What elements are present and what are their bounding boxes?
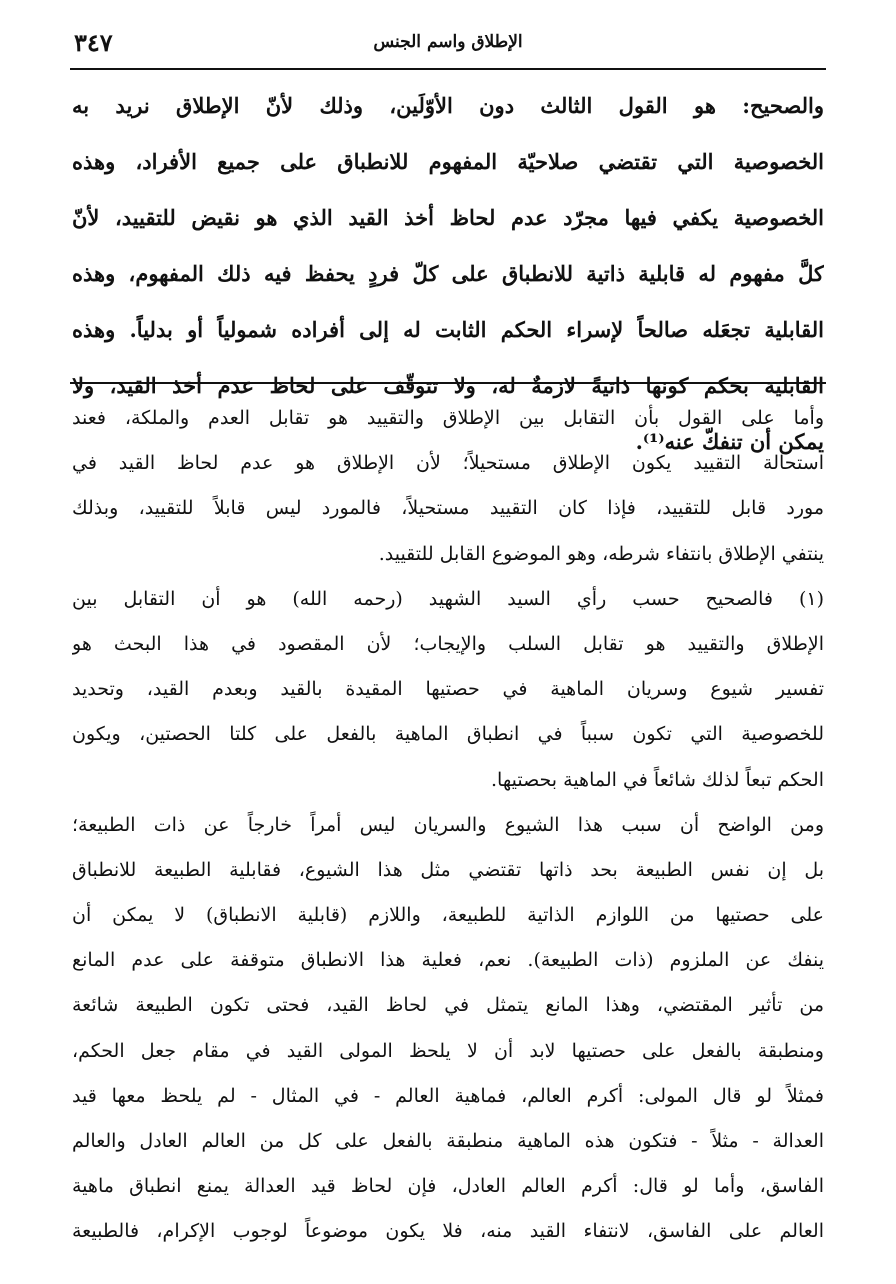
footnote-line: مورد قابل للتقييد، فإذا كان التقييد مستحيلاً، فالمورد ليس قابلاً للتقييد، وبذلك xyxy=(72,497,824,520)
footnote-line: على حصتيها من اللوازم الذاتية للطبيعة، واللازم (قابلية الانطباق) لا يمكن أن xyxy=(72,904,824,927)
main-line: الخصوصية يكفي فيها مجرّد عدم لحاظ أخذ القيد الذي هو نقيض للتقييد، لأنّ xyxy=(72,205,824,230)
footnote-line: الفاسق، وأما لو قال: أكرم العالم العادل، فإن لحاظ قيد العدالة يمنع انطباق ماهية xyxy=(72,1175,824,1198)
running-title: الإطلاق واسم الجنس xyxy=(373,32,523,52)
main-line: القابلية تجعَله صالحاً لإسراء الحكم الثابت له إلى أفراده شمولياً أو بدلياً. وهذه xyxy=(72,317,824,342)
footnote-line: العدالة - مثلاً - فتكون هذه الماهية منطبقة بالفعل على كل من العالم العادل والعالم xyxy=(72,1130,824,1152)
footnote-line: (١) فالصحيح حسب رأي السيد الشهيد (رحمه الله) هو أن التقابل بين xyxy=(72,587,824,610)
footnote-line: ومنطبقة بالفعل على حصتيها لابد أن لا يلحظ المولى القيد في مقام جعل الحكم، xyxy=(72,1039,824,1062)
footnote-separator xyxy=(70,382,826,384)
footnote-line: الحكم تبعاً لذلك شائعاً في الماهية بحصتيها. xyxy=(491,768,824,791)
footnote-line: ومن الواضح أن سبب هذا الشيوع والسريان ليس أمراً خارجاً عن ذات الطبيعة؛ xyxy=(72,813,824,836)
footnote-line: للخصوصية التي تكون سبباً في انطباق الماهية بالفعل على كلتا الحصتين، ويكون xyxy=(72,723,824,746)
footnote-line: الإطلاق والتقييد هو تقابل السلب والإيجاب؛ لأن المقصود في هذا البحث هو xyxy=(72,632,824,655)
main-line: الخصوصية التي تقتضي صلاحيّة المفهوم للانطباق على جميع الأفراد، وهذه xyxy=(72,149,824,174)
footnotes xyxy=(72,398,824,1257)
main-line: القابلية بحكم كونها ذاتيةً لازمةٌ له، ولا تتوقّف على لحاظ عدم أخذ القيد، ولا xyxy=(72,373,824,398)
footnote-line: ينتفي الإطلاق بانتفاء شرطه، وهو الموضوع القابل للتقييد. xyxy=(378,542,824,565)
footnote-line: بل إن نفس الطبيعة بحد ذاتها تقتضي مثل هذا الشيوع، فقابلية الطبيعة للانطباق xyxy=(72,858,824,881)
footnote-line: استحالة التقييد يكون الإطلاق مستحيلاً؛ لأن الإطلاق هو عدم لحاظ القيد في xyxy=(72,452,824,475)
running-header xyxy=(70,28,826,70)
footnote-line: وأما على القول بأن التقابل بين الإطلاق والتقييد هو تقابل العدم والملكة، فعند xyxy=(72,407,824,429)
footnote-line: ينفك عن الملزوم (ذات الطبيعة). نعم، فعلية هذا الانطباق متوقفة على عدم المانع xyxy=(72,949,824,972)
footnote-line: من تأثير المقتضي، وهذا المانع يتمثل في لحاظ القيد، فحتى تكون الطبيعة شائعة xyxy=(72,994,824,1017)
page-number: ٣٤٧ xyxy=(74,28,113,57)
main-line: يمكن أن تنفكّ عنه⁽¹⁾. xyxy=(635,429,824,454)
footnote-line: تفسير شيوع وسريان الماهية في حصتيها المقيدة بالقيد وبعدم القيد، وتحديد xyxy=(72,678,824,701)
footnote-line: العالم على الفاسق، لانتفاء القيد منه، فلا يكون موضوعاً لوجوب الإكرام، فالطبيعة xyxy=(72,1220,824,1243)
main-line: والصحيح: هو القول الثالث دون الأوّلَين، وذلك لأنّ الإطلاق نريد به xyxy=(72,93,824,118)
footnote-line: فمثلاً لو قال المولى: أكرم العالم، فماهية العالم - في المثال - لم يلحظ معها قيد xyxy=(72,1084,824,1107)
main-line: كلَّ مفهوم له قابلية ذاتية للانطباق على كلّ فردٍ يحفظ فيه ذلك المفهوم، وهذه xyxy=(72,261,824,286)
